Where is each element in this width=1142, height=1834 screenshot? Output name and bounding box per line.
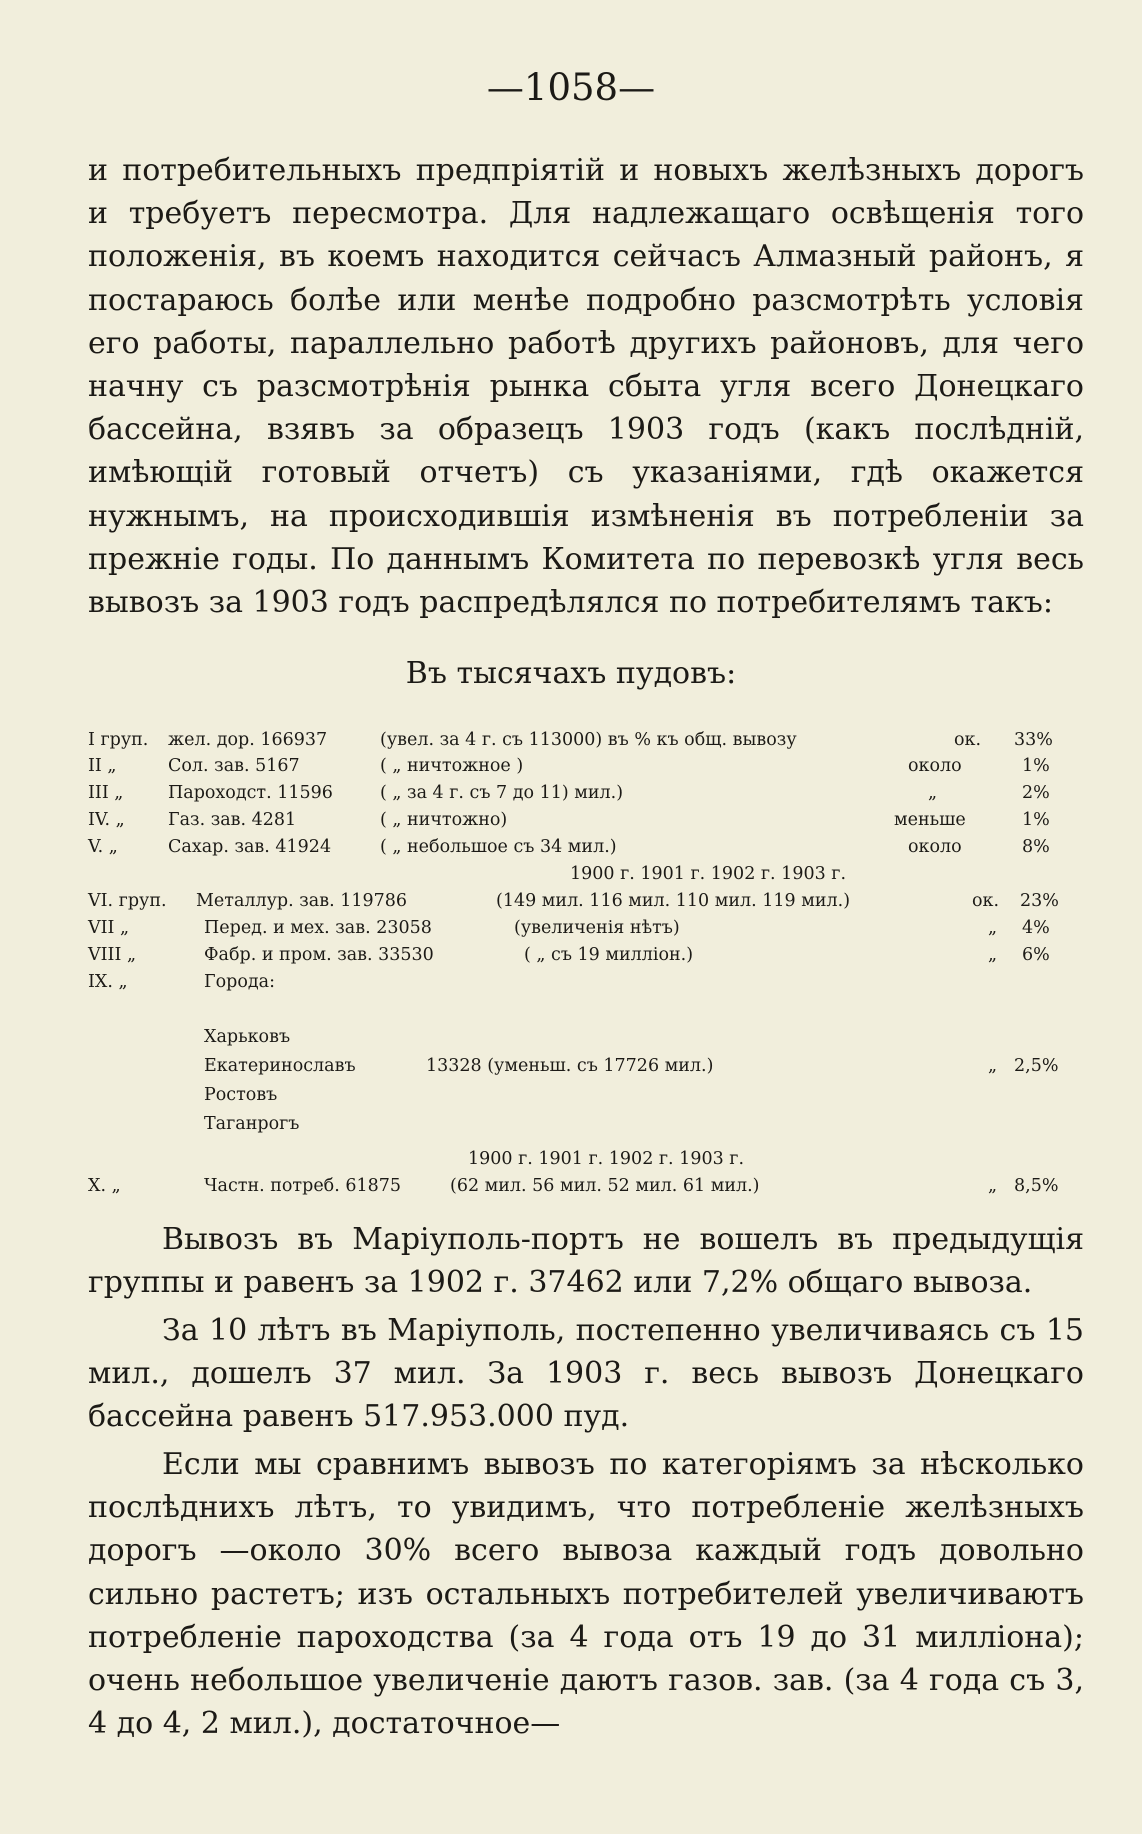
table-row bbox=[88, 1052, 1084, 1080]
row-years: 1900 г. 1901 г. 1902 г. 1903 г. bbox=[570, 864, 847, 884]
row-approx: „ bbox=[988, 1056, 998, 1076]
table-row bbox=[88, 1110, 1084, 1138]
row-note: ( „ небольшое съ 34 мил.) bbox=[380, 837, 617, 857]
row-group: III „ bbox=[88, 783, 124, 803]
row-group: X. „ bbox=[88, 1176, 121, 1196]
table-row bbox=[88, 752, 1084, 780]
row-note: (увел. за 4 г. съ 113000) въ % къ общ. вывозу bbox=[380, 730, 797, 750]
row-consumer: Харьковъ bbox=[204, 1027, 291, 1047]
row-consumer: Ростовъ bbox=[204, 1085, 278, 1105]
row-group: I груп. bbox=[88, 730, 149, 750]
row-note: (62 мил. 56 мил. 52 мил. 61 мил.) bbox=[450, 1176, 760, 1196]
table-heading: Въ тысячахъ пудовъ: bbox=[405, 656, 737, 691]
row-note: ( „ ничтожно) bbox=[380, 810, 508, 830]
row-note: 13328 (уменьш. съ 17726 мил.) bbox=[426, 1056, 714, 1076]
table-row bbox=[88, 833, 1084, 861]
row-approx: „ bbox=[988, 1176, 998, 1196]
row-group: VIII „ bbox=[88, 945, 137, 965]
row-approx: „ bbox=[988, 945, 998, 965]
row-group: V. „ bbox=[88, 837, 118, 857]
row-consumer: Сахар. зав. 41924 bbox=[168, 837, 332, 857]
row-approx: „ bbox=[928, 783, 938, 803]
table-row bbox=[88, 860, 1084, 888]
row-consumer: Екатеринославъ bbox=[204, 1056, 356, 1076]
table-row bbox=[88, 914, 1084, 942]
row-approx: „ bbox=[988, 918, 998, 938]
table-row bbox=[88, 1081, 1084, 1109]
row-group: IV. „ bbox=[88, 810, 125, 830]
row-group: II „ bbox=[88, 756, 117, 776]
row-consumer: Частн. потреб. 61875 bbox=[204, 1176, 402, 1196]
row-group: VII „ bbox=[88, 918, 130, 938]
table-row bbox=[88, 806, 1084, 834]
row-approx: меньше bbox=[894, 810, 966, 830]
row-note: (149 мил. 116 мил. 110 мил. 119 мил.) bbox=[496, 891, 851, 911]
table-row bbox=[88, 726, 1084, 754]
paragraph-intro: и потребительныхъ предпріятій и новыхъ желѣзныхъ дорогъ и требуетъ пересмотра. Для надлежащаго освѣщенія того положенія, въ коемъ находится сейчасъ Алмазный районъ, я постараюсь болѣе или менѣе подробно разсмотрѣть условія его работы, параллельно работѣ другихъ районовъ, для чего начну съ разсмотрѣнія рынка сбыта угля всего Донецкаго бассейна, взявъ за образецъ 1903 годъ (какъ послѣдній, имѣющій готовый отчетъ) съ указаніями, гдѣ окажется нужнымъ, на происходившія измѣненія въ потребленіи за прежніе годы. По даннымъ Комитета по перевозкѣ угля весь вывозъ за 1903 годъ распредѣлялся по потребителямъ такъ: bbox=[88, 153, 1084, 621]
paragraph-ten-years: За 10 лѣтъ въ Маріуполь, постепенно увеличиваясь съ 15 мил., дошелъ 37 мил. За 1903 г. весь вывозъ Донецкаго бассейна равенъ 517.953.000 пуд. bbox=[88, 1313, 1084, 1435]
row-approx: около bbox=[908, 837, 962, 857]
row-percent: 6% bbox=[1022, 945, 1050, 965]
row-approx: ок. bbox=[954, 730, 982, 750]
row-note: ( „ ничтожное ) bbox=[380, 756, 524, 776]
row-note: ( „ за 4 г. съ 7 до 11) мил.) bbox=[380, 783, 624, 803]
table-row bbox=[88, 968, 1084, 996]
row-percent: 1% bbox=[1022, 756, 1050, 776]
row-years: 1900 г. 1901 г. 1902 г. 1903 г. bbox=[468, 1149, 745, 1169]
row-consumer: жел. дор. 166937 bbox=[168, 730, 328, 750]
table-row bbox=[88, 887, 1084, 915]
row-approx: ок. bbox=[972, 891, 1000, 911]
row-consumer: Города: bbox=[204, 972, 275, 992]
row-group: VI. груп. bbox=[88, 891, 167, 911]
row-percent: 8,5% bbox=[1014, 1176, 1059, 1196]
row-percent: 33% bbox=[1014, 730, 1053, 750]
row-consumer: Перед. и мех. зав. 23058 bbox=[204, 918, 432, 938]
row-note: (увеличенія нѣтъ) bbox=[514, 918, 680, 938]
page-number: —1058— bbox=[486, 66, 656, 109]
table-row bbox=[88, 1145, 1084, 1173]
row-percent: 4% bbox=[1022, 918, 1050, 938]
row-percent: 23% bbox=[1020, 891, 1059, 911]
row-consumer: Пароходст. 11596 bbox=[168, 783, 333, 803]
row-percent: 8% bbox=[1022, 837, 1050, 857]
table-row bbox=[88, 1172, 1084, 1200]
table-row bbox=[88, 1023, 1084, 1051]
row-group: IX. „ bbox=[88, 972, 128, 992]
table-row bbox=[88, 941, 1084, 969]
row-approx: около bbox=[908, 756, 962, 776]
row-consumer: Газ. зав. 4281 bbox=[168, 810, 297, 830]
row-note: ( „ съ 19 милліон.) bbox=[524, 945, 694, 965]
paragraph-mariupol: Вывозъ въ Маріуполь-портъ не вошелъ въ предыдущія группы и равенъ за 1902 г. 37462 или 7,2% общаго вывоза. bbox=[88, 1222, 1084, 1301]
row-percent: 2% bbox=[1022, 783, 1050, 803]
table-row bbox=[88, 779, 1084, 807]
row-consumer: Сол. зав. 5167 bbox=[168, 756, 300, 776]
row-percent: 1% bbox=[1022, 810, 1050, 830]
paragraph-comparison: Если мы сравнимъ вывозъ по категоріямъ за нѣсколько послѣднихъ лѣтъ, то увидимъ, что потребленіе желѣзныхъ дорогъ —около 30% всего вывоза каждый годъ довольно сильно растетъ; изъ остальныхъ потребителей увеличиваютъ потребленіе пароходства (за 4 года отъ 19 до 31 милліона); очень небольшое увеличеніе даютъ газов. зав. (за 4 года съ 3, 4 до 4, 2 мил.), достаточное— bbox=[88, 1447, 1084, 1742]
row-consumer: Таганрогъ bbox=[204, 1114, 300, 1134]
row-consumer: Фабр. и пром. зав. 33530 bbox=[204, 945, 434, 965]
row-percent: 2,5% bbox=[1014, 1056, 1059, 1076]
row-consumer: Металлур. зав. 119786 bbox=[196, 891, 408, 911]
